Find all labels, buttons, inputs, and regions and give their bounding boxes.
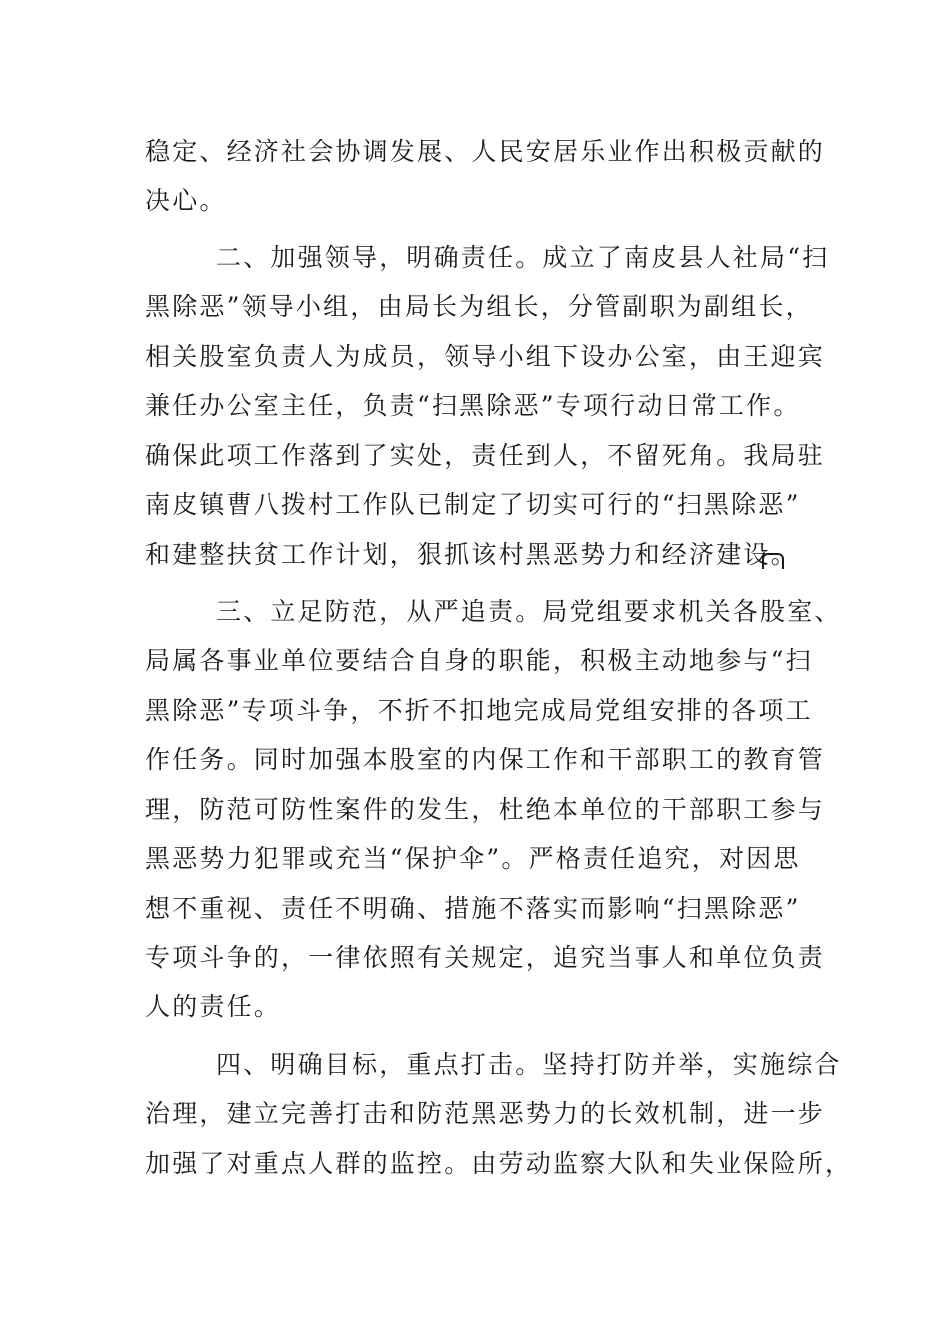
text-line-2: 决心。 — [145, 186, 227, 215]
text-line-4: 黑除恶”领导小组，由局长为组长，分管副职为副组长， — [145, 292, 813, 321]
text-line-13: 作任务。同时加强本股室的内保工作和干部职工的教育管 — [145, 745, 826, 774]
text-line-8: 南皮镇曹八拨村工作队已制定了切实可行的“扫黑除恶” — [145, 490, 801, 519]
text-line-16: 想不重视、责任不明确、措施不落实而影响“扫黑除恶” — [145, 894, 801, 923]
text-line-21: 加强了对重点人群的监控。由劳动监察大队和失业保险所， — [145, 1149, 853, 1178]
text-line-20: 治理，建立完善打击和防范黑恶势力的长效机制，进一步 — [145, 1099, 826, 1128]
text-line-11: 局属各事业单位要结合自身的职能，积极主动地参与“扫 — [145, 646, 813, 675]
text-line-15: 黑恶势力犯罪或充当“保护伞”。严格责任追究，对因思 — [145, 844, 801, 873]
text-line-9: 和建整扶贫工作计划，狠抓该村黑恶势力和经济建设。 — [145, 540, 798, 569]
text-line-6: 兼任办公室主任，负责“扫黑除恶”专项行动日常工作。 — [145, 391, 801, 420]
paragraph-4-line-1: 四、明确目标，重点打击。坚持打防并举，实施综合 — [216, 1050, 842, 1079]
paragraph-3-line-1: 三、立足防范，从严追责。局党组要求机关各股室、 — [216, 597, 842, 626]
text-line-1: 稳定、经济社会协调发展、人民安居乐业作出积极贡献的 — [145, 137, 826, 166]
text-line-5: 相关股室负责人为成员，领导小组下设办公室，由王迎宾 — [145, 342, 826, 371]
text-line-17: 专项斗争的，一律依照有关规定，追究当事人和单位负责 — [145, 943, 826, 972]
text-line-12: 黑除恶”专项斗争，不折不扣地完成局党组安排的各项工 — [145, 696, 813, 725]
text-line-7: 确保此项工作落到了实处，责任到人，不留死角。我局驻 — [145, 441, 826, 470]
text-line-18: 人的责任。 — [145, 992, 282, 1021]
text-line-14: 理，防范可防性案件的发生，杜绝本单位的干部职工参与 — [145, 795, 826, 824]
paragraph-2-line-1: 二、加强领导，明确责任。成立了南皮县人社局“扫 — [216, 243, 830, 272]
margin-mark — [762, 553, 784, 569]
